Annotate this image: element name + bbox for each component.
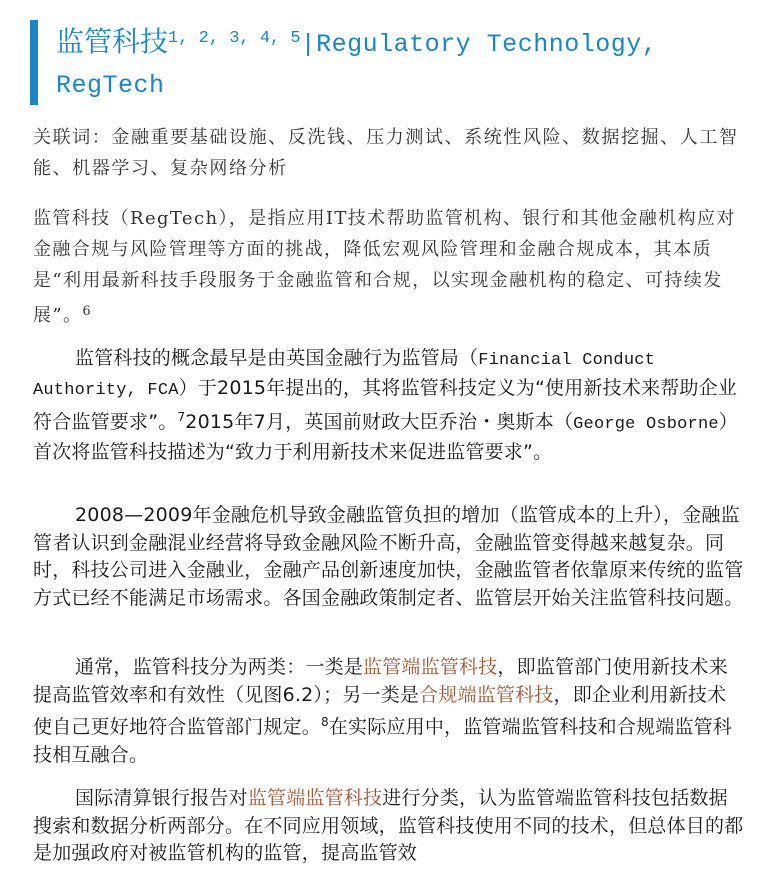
term-compliance-regtech-link[interactable]: 合规端监管科技: [419, 683, 554, 706]
p1-osborne-name: George Osborne: [573, 415, 719, 434]
definition-text: 监管科技（RegTech），是指应用IT技术帮助监管机构、银行和其他金融机构应对金融合规与风险管理等方面的挑战，降低宏观风险管理和金融合规成本，其本质是“利用最新科技手段服务于金融监管和合规，以实现金融机构的稳定、可持续发展”。: [33, 208, 736, 326]
title-separator: |: [300, 30, 317, 59]
keywords-line: 关联词：金融重要基础设施、反洗钱、压力测试、系统性风险、数据挖掘、人工智能、机器学习、复杂网络分析: [33, 127, 739, 179]
title-english: Regulatory Technology, RegTech: [56, 30, 658, 100]
p1-fca-name: Financial Conduct Authority, FCA: [33, 351, 656, 400]
p3-text-d: 在实际应用中，监管端监管科技和合规端监管科技相互融合。: [33, 716, 733, 766]
p4-text-a: 国际清算银行报告对: [75, 787, 248, 809]
title-footnote-refs[interactable]: 1, 2, 3, 4, 5: [168, 29, 301, 48]
term-suptech-link[interactable]: 监管端监管科技: [247, 787, 383, 809]
paragraph-origin: [33, 345, 745, 466]
p4-text-b: 进行分类，认为监管端监管科技包括数据搜索和数据分析两部分。在不同应用领域，监管科技使用不同的技术，但总体目的都是加强政府对被监管机构的监管，提高监管效: [33, 787, 744, 864]
paragraph-crisis: 2008—2009年金融危机导致金融监管负担的增加（监管成本的上升），金融监管者认识到金融混业经营将导致金融风险不断升高，金融监管变得越来越复杂。同时，科技公司进入金融业，金融产品创新速度加快，金融监管者依靠原来传统的监管方式已经不能满足市场需求。各国金融政策制定者、监管层开始关注监管科技问题。: [33, 504, 744, 609]
definition-paragraph: [33, 203, 745, 331]
p3-text-b: ，即监管部门使用新技术来提高监管效率和有效性（见图6.2）；另一类是: [33, 656, 728, 706]
footnote-ref-7[interactable]: 7: [177, 410, 186, 424]
p3-text-c: ，即企业利用新技术使自己更好地符合监管部门规定。: [33, 683, 727, 738]
term-suptech-link[interactable]: 监管端监管科技: [363, 656, 498, 678]
footnote-ref-8[interactable]: 8: [321, 715, 329, 729]
paragraph-categories: [33, 654, 745, 769]
p1-text-d: ）首次将监管科技描述为“致力于利用新技术来促进监管要求”。: [33, 411, 738, 463]
p1-text-a: 监管科技的概念最早是由英国金融行为监管局（: [75, 347, 479, 369]
p1-text-b: ）于2015年提出的，其将监管科技定义为“使用新技术来帮助企业符合监管要求”。: [33, 376, 738, 433]
footnote-ref-6[interactable]: 6: [82, 304, 93, 319]
p3-text-a: 通常，监管科技分为两类：一类是: [75, 656, 364, 678]
paragraph-bis: [33, 785, 745, 868]
p1-text-c: 2015年7月，英国前财政大臣乔治・奥斯本（: [185, 411, 574, 433]
title-chinese: 监管科技: [56, 25, 169, 58]
section-title: [30, 20, 776, 105]
